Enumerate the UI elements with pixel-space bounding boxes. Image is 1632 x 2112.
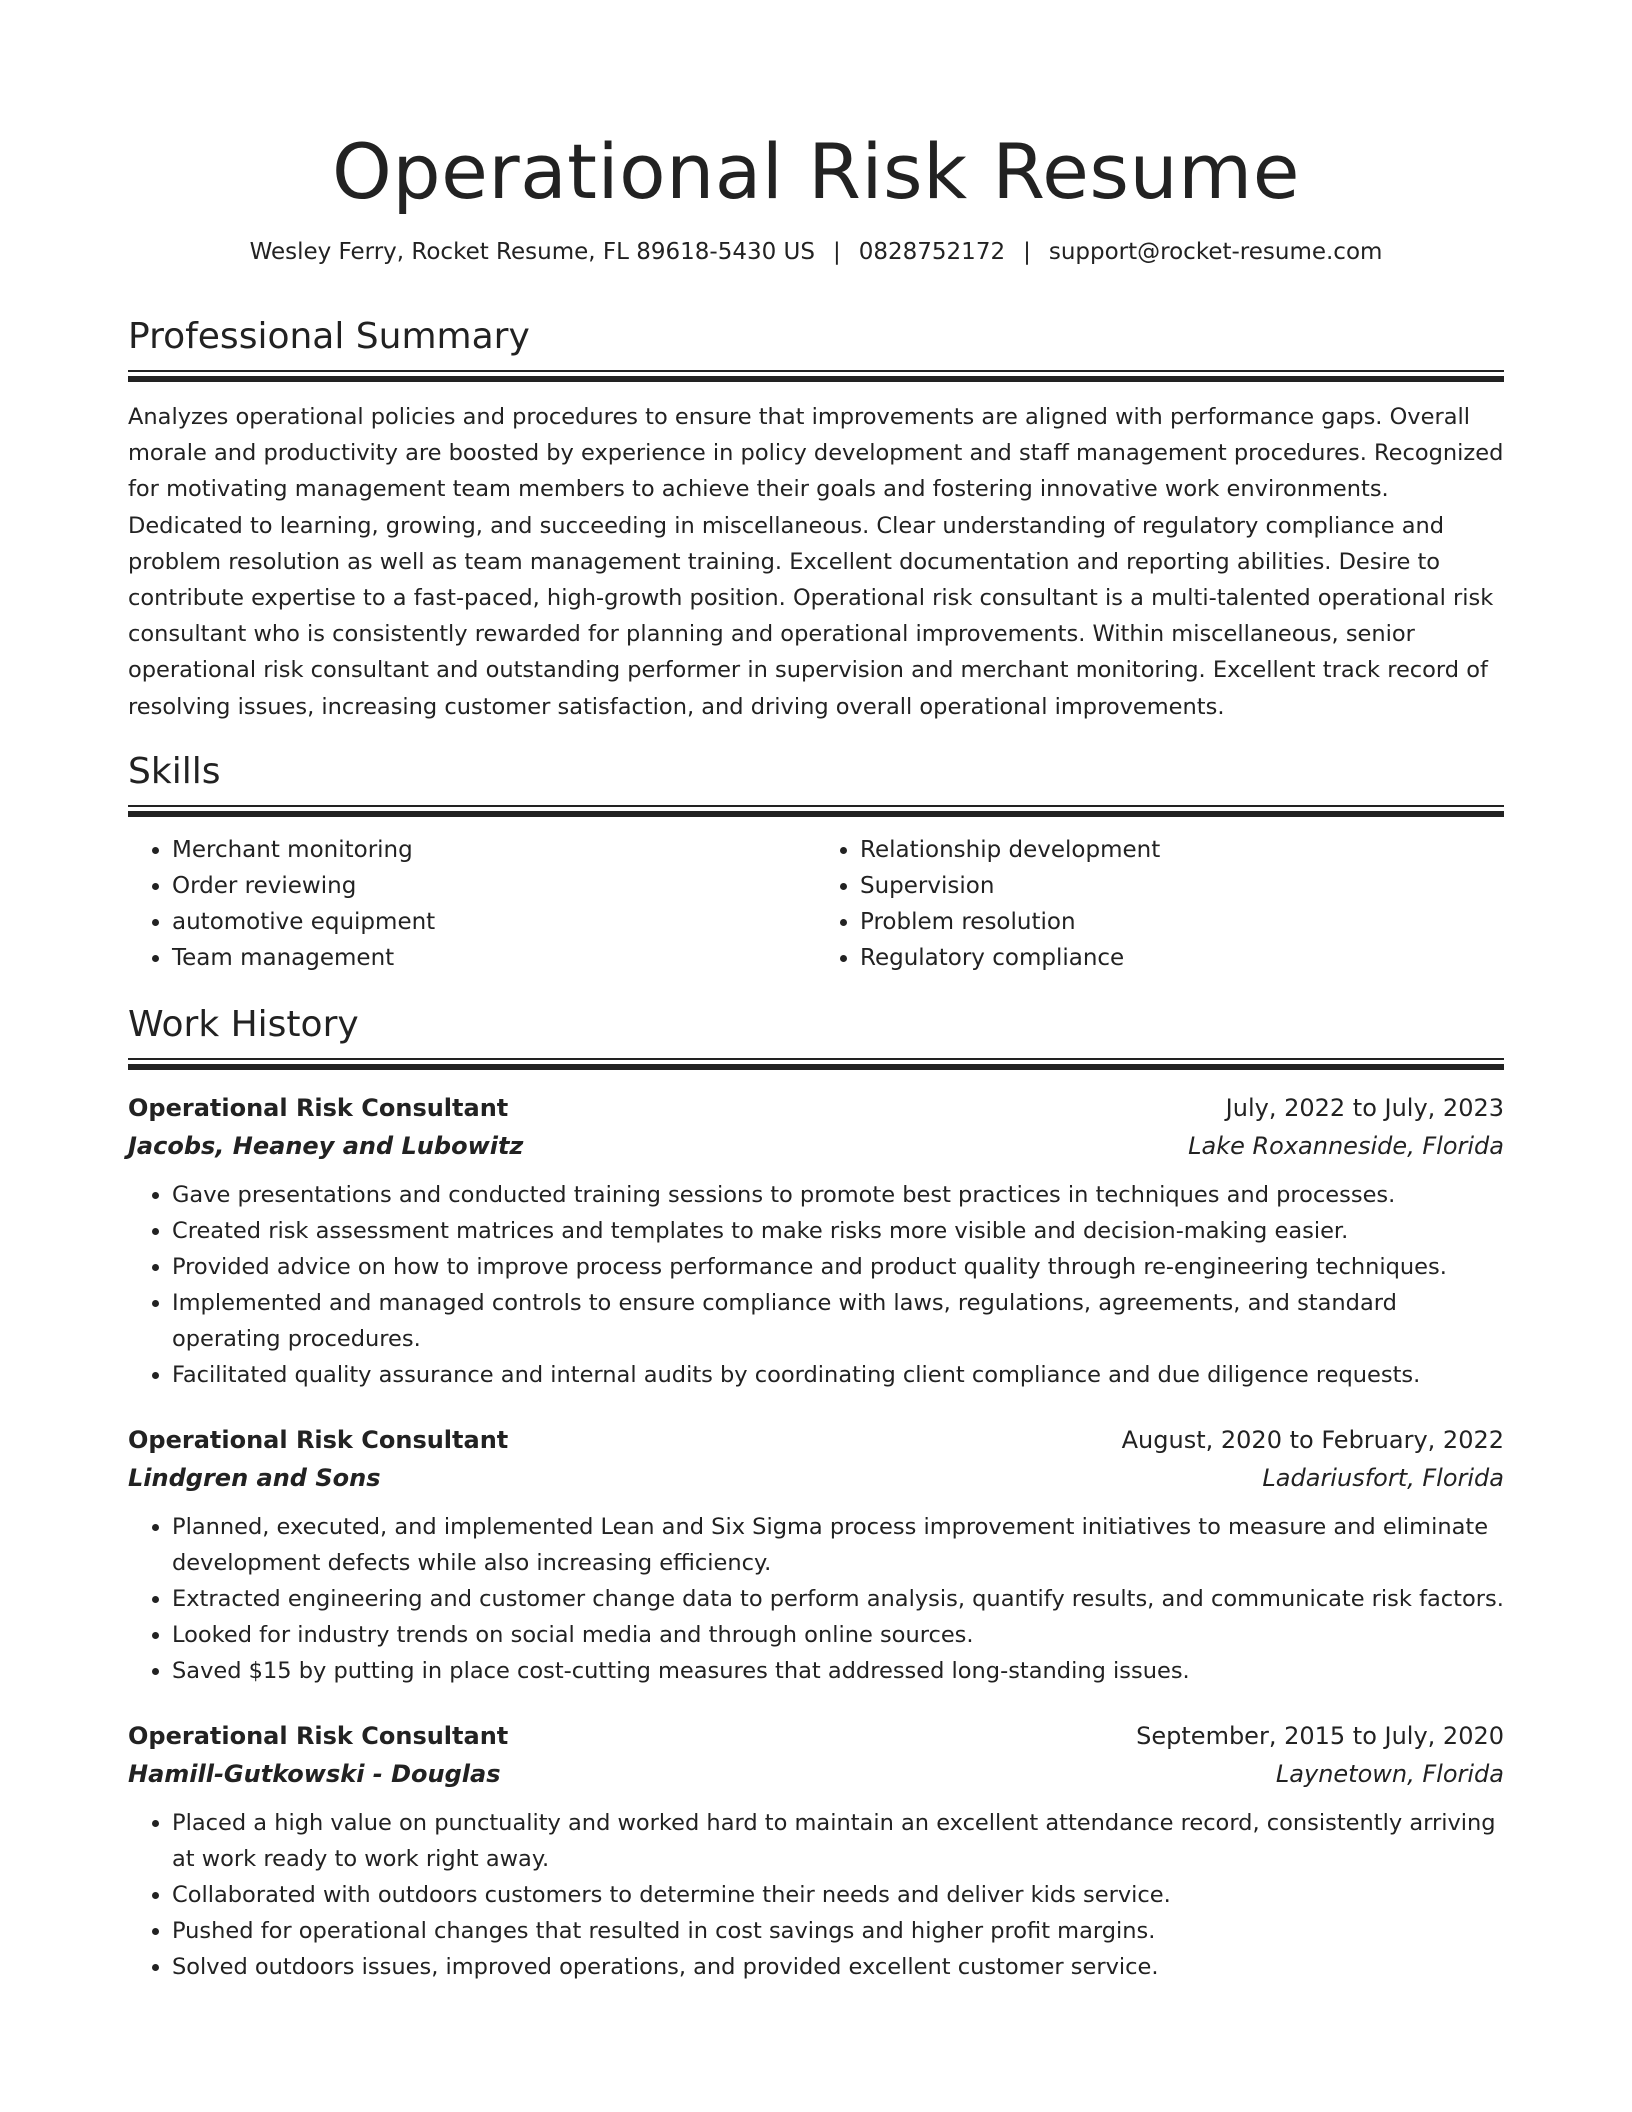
- section-heading-work-history: Work History: [128, 1003, 359, 1045]
- job-bullet: • Gave presentations and conducted training sessions to promote best practices in techniques and processes.: [172, 1177, 1504, 1213]
- skill-item: • Regulatory compliance: [860, 940, 1504, 976]
- job-bullet: • Extracted engineering and customer change data to perform analysis, quantify results, and communicate risk factors.: [172, 1581, 1504, 1617]
- section-heading-skills: Skills: [128, 750, 221, 792]
- summary-text: Analyzes operational policies and procedures to ensure that improvements are aligned with performance gaps. Overall morale and productivity are boosted by experience in policy development and staff management procedures. Recognized for motivating management team members to achieve their goals and fostering innovative work environments. Dedicated to learning, growing, and succeeding in miscellaneous. Clear understanding of regulatory compliance and problem resolution as well as team management training. Excellent documentation and reporting abilities. Desire to contribute expertise to a fast-paced, high-growth position. Operational risk consultant is a multi-talented operational risk consultant who is consistently rewarded for planning and operational improvements. Within miscellaneous, senior operational risk consultant and outstanding performer in supervision and merchant monitoring. Excellent track record of resolving issues, increasing customer satisfaction, and driving overall operational improvements.: [128, 404, 1504, 720]
- section-divider: [128, 370, 1504, 383]
- section-heading-summary: Professional Summary: [128, 316, 530, 357]
- job-bullet: • Created risk assessment matrices and templates to make risks more visible and decision-making easier.: [172, 1213, 1504, 1249]
- skill-item: • Problem resolution: [860, 904, 1504, 940]
- job-dates: September, 2015 to July, 2020: [1136, 1721, 1504, 1750]
- job-bullet: • Solved outdoors issues, improved operations, and provided excellent customer service.: [172, 1949, 1504, 1985]
- skill-item: • Supervision: [860, 868, 1504, 904]
- skill-item: • Merchant monitoring: [172, 832, 816, 868]
- job-location: Laynetown, Florida: [1275, 1759, 1504, 1788]
- job-title: Operational Risk Consultant: [128, 1425, 509, 1454]
- section-divider: [128, 1058, 1504, 1071]
- job-bullets: [128, 1177, 1504, 1393]
- job-company: Jacobs, Heaney and Lubowitz: [128, 1131, 524, 1160]
- skill-item: • automotive equipment: [172, 904, 816, 940]
- job-title: Operational Risk Consultant: [128, 1721, 509, 1750]
- job-location: Ladariusfort, Florida: [1262, 1463, 1504, 1492]
- contact-line: [128, 234, 1504, 270]
- job-location: Lake Roxanneside, Florida: [1188, 1131, 1504, 1160]
- contact-phone: 0828752172: [858, 239, 1006, 265]
- resume-page: [128, 0, 1504, 1985]
- job-bullet: • Collaborated with outdoors customers to determine their needs and deliver kids service.: [172, 1877, 1504, 1913]
- job-dates: August, 2020 to February, 2022: [1121, 1425, 1504, 1454]
- contact-email: support@rocket-resume.com: [1048, 239, 1383, 265]
- skill-item: • Relationship development: [860, 832, 1504, 868]
- job-bullet: • Pushed for operational changes that resulted in cost savings and higher profit margins.: [172, 1913, 1504, 1949]
- job-dates: July, 2022 to July, 2023: [1225, 1093, 1504, 1122]
- skills-column-right: [816, 832, 1504, 976]
- job-bullets: [128, 1805, 1504, 1985]
- job-bullet: • Facilitated quality assurance and internal audits by coordinating client compliance and due diligence requests.: [172, 1357, 1504, 1393]
- job-bullet: • Placed a high value on punctuality and worked hard to maintain an excellent attendance record, consistently arriving at work ready to work right away.: [172, 1805, 1504, 1877]
- job-company: Hamill-Gutkowski - Douglas: [128, 1759, 501, 1788]
- contact-separator: |: [1023, 239, 1031, 265]
- job-bullet: • Saved $15 by putting in place cost-cutting measures that addressed long-standing issues.: [172, 1653, 1504, 1689]
- job-entry: [128, 1717, 1504, 1985]
- job-entry: [128, 1089, 1504, 1393]
- job-bullets: [128, 1509, 1504, 1689]
- contact-address: Wesley Ferry, Rocket Resume, FL 89618-5430 US: [249, 239, 815, 265]
- job-bullet: • Implemented and managed controls to ensure compliance with laws, regulations, agreements, and standard operating procedures.: [172, 1285, 1504, 1357]
- work-history-section: [128, 1002, 1504, 1985]
- skill-item: • Order reviewing: [172, 868, 816, 904]
- skill-item: • Team management: [172, 940, 816, 976]
- contact-separator: |: [833, 239, 841, 265]
- skills-column-left: [128, 832, 816, 976]
- job-company: Lindgren and Sons: [128, 1463, 381, 1492]
- job-entry: [128, 1421, 1504, 1689]
- job-bullet: • Looked for industry trends on social media and through online sources.: [172, 1617, 1504, 1653]
- job-bullet: • Provided advice on how to improve process performance and product quality through re-engineering techniques.: [172, 1249, 1504, 1285]
- summary-section: [128, 314, 1504, 725]
- section-divider: [128, 805, 1504, 818]
- skills-list: [128, 832, 1504, 976]
- job-bullet: • Planned, executed, and implemented Lean and Six Sigma process improvement initiatives to measure and eliminate development defects while also increasing efficiency.: [172, 1509, 1504, 1581]
- resume-title: Operational Risk Resume: [332, 127, 1300, 216]
- job-title: Operational Risk Consultant: [128, 1093, 509, 1122]
- skills-section: [128, 749, 1504, 976]
